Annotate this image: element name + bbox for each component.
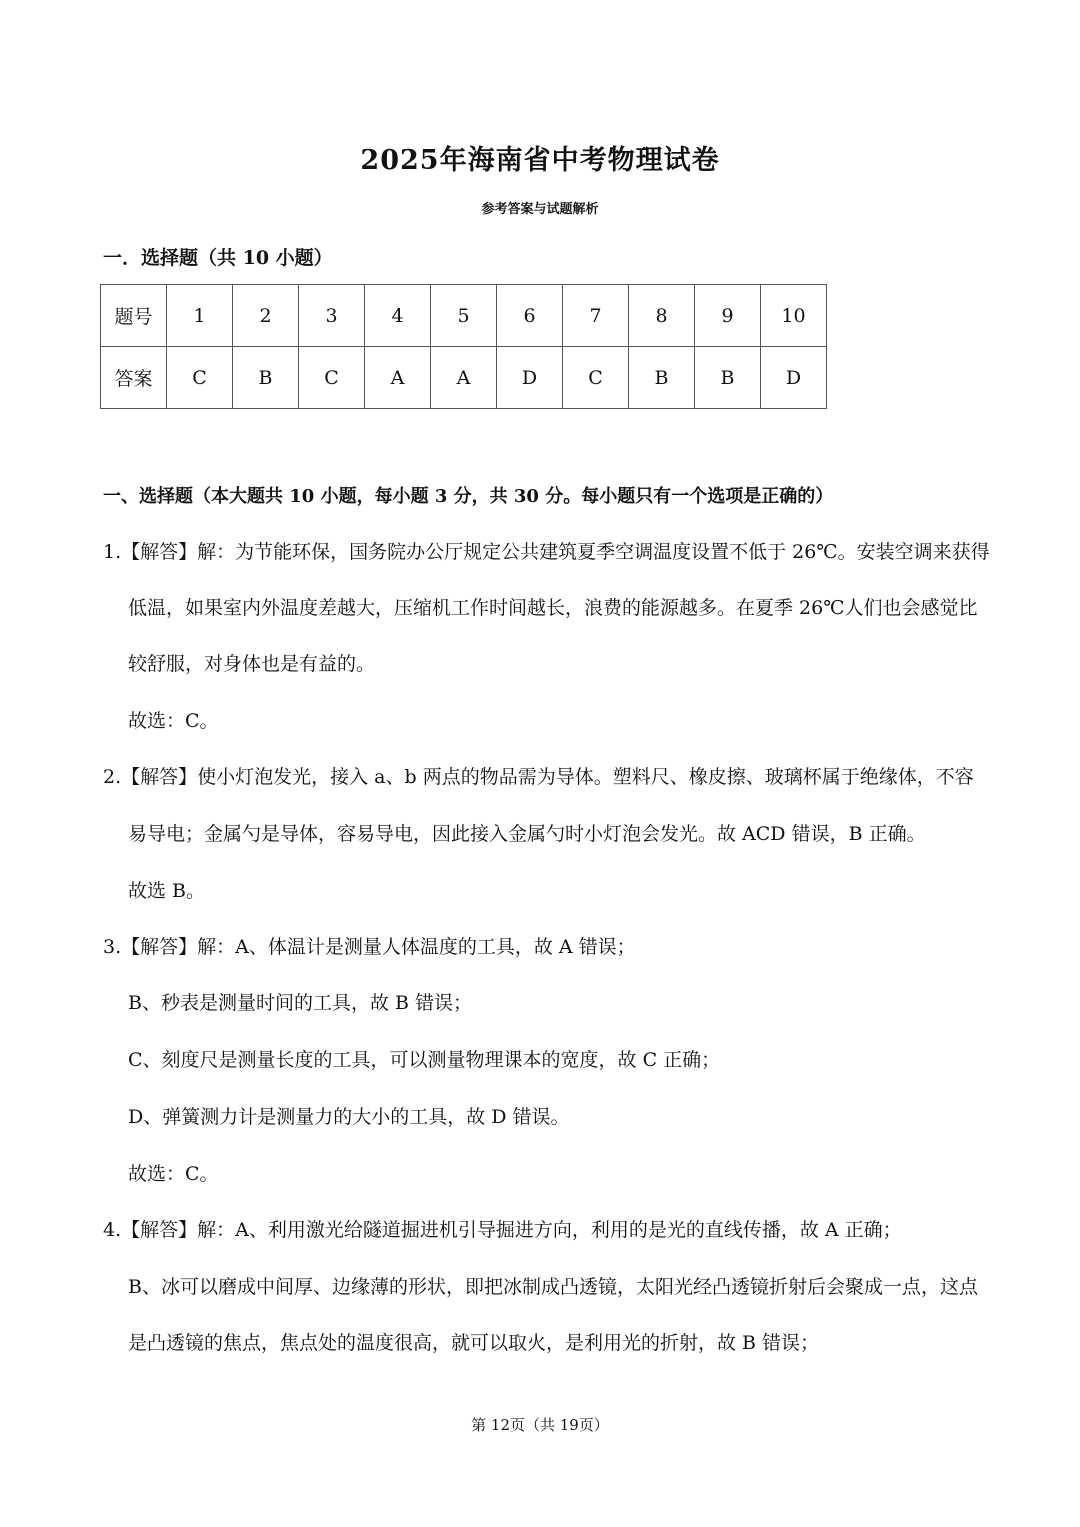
page-title: 2025年海南省中考物理试卷 <box>360 145 720 176</box>
table-cell-number: 6 <box>497 285 563 347</box>
text-line: 低温，如果室内外温度差越大，压缩机工作时间越长，浪费的能源越多。在夏季 26℃人们也会感觉比 <box>128 597 978 619</box>
table-cell-number: 2 <box>233 285 299 347</box>
table-header-cell: 答案 <box>101 347 167 409</box>
text-line: 2.【解答】使小灯泡发光，接入 a、b 两点的物品需为导体。塑料尺、橡皮擦、玻璃杯属于绝缘体，不容 <box>103 766 974 788</box>
text-line: D、弹簧测力计是测量力的大小的工具，故 D 错误。 <box>128 1106 570 1128</box>
table-row-answers <box>101 347 827 409</box>
section-heading-detail: 一、选择题（本大题共 10 小题，每小题 3 分，共 30 分。每小题只有一个选项是正确的） <box>103 486 834 507</box>
page-footer: 第 12页（共 19页） <box>471 1416 609 1434</box>
table-cell-answer: A <box>431 347 497 409</box>
text-line: 故选：C。 <box>128 710 219 732</box>
table-cell-number: 4 <box>365 285 431 347</box>
text-line: B、秒表是测量时间的工具，故 B 错误； <box>128 992 473 1014</box>
table-cell-number: 8 <box>629 285 695 347</box>
table-cell-answer: D <box>761 347 827 409</box>
text-line: 3.【解答】解：A、体温计是测量人体温度的工具，故 A 错误； <box>103 936 636 958</box>
table-cell-answer: A <box>365 347 431 409</box>
text-line: 易导电；金属勺是导体，容易导电，因此接入金属勺时小灯泡会发光。故 ACD 错误，B 正确。 <box>128 823 926 845</box>
table-cell-number: 1 <box>167 285 233 347</box>
table-cell-number: 7 <box>563 285 629 347</box>
text-line: 故选：C。 <box>128 1163 219 1185</box>
table-cell-number: 9 <box>695 285 761 347</box>
table-header-cell: 题号 <box>101 285 167 347</box>
table-cell-number: 3 <box>299 285 365 347</box>
table-cell-answer: B <box>695 347 761 409</box>
table-cell-answer: B <box>233 347 299 409</box>
table-cell-number: 5 <box>431 285 497 347</box>
page-subtitle: 参考答案与试题解析 <box>481 202 599 217</box>
text-line: 是凸透镜的焦点，焦点处的温度很高，就可以取火，是利用光的折射，故 B 错误； <box>128 1332 820 1354</box>
table-cell-number: 10 <box>761 285 827 347</box>
text-line: 4.【解答】解：A、利用激光给隧道掘进机引导掘进方向，利用的是光的直线传播，故 A 正确； <box>103 1219 902 1241</box>
text-line: B、冰可以磨成中间厚、边缘薄的形状，即把冰制成凸透镜，太阳光经凸透镜折射后会聚成一点，这点 <box>128 1276 978 1298</box>
table-row-numbers <box>101 285 827 347</box>
text-line: C、刻度尺是测量长度的工具，可以测量物理课本的宽度，故 C 正确； <box>128 1049 721 1071</box>
text-line: 1.【解答】解：为节能环保，国务院办公厅规定公共建筑夏季空调温度设置不低于 26℃。安装空调来获得 <box>103 541 990 563</box>
section-heading-choice: 一．选择题（共 10 小题） <box>103 247 333 269</box>
text-line: 故选 B。 <box>128 880 206 902</box>
table-cell-answer: D <box>497 347 563 409</box>
table-cell-answer: C <box>299 347 365 409</box>
text-line: 较舒服，对身体也是有益的。 <box>128 653 376 675</box>
table-cell-answer: C <box>167 347 233 409</box>
answer-table <box>100 284 827 409</box>
table-cell-answer: C <box>563 347 629 409</box>
table-cell-answer: B <box>629 347 695 409</box>
